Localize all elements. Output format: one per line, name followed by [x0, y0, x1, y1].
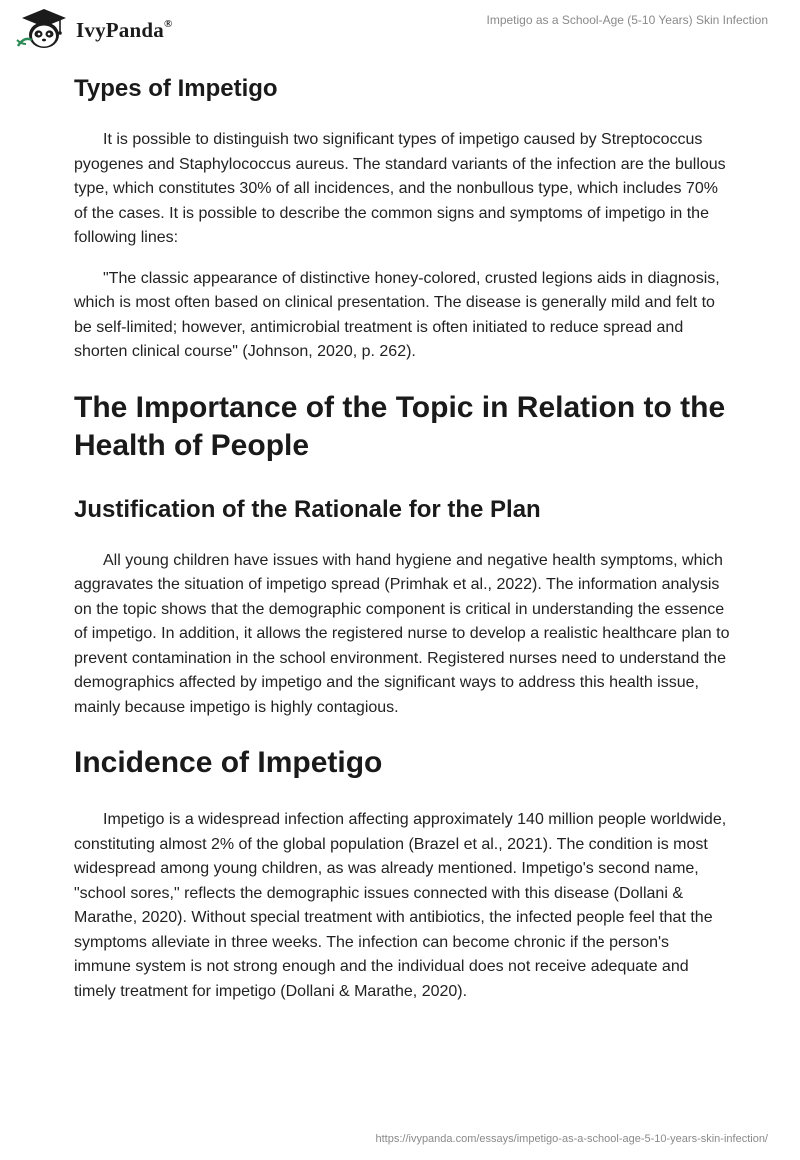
section-heading-incidence: Incidence of Impetigo [74, 746, 383, 779]
quote-paragraph: "The classic appearance of distinctive honey-colored, crusted legions aids in diagnosis, which is most often based on clinical presentation. The disease is generally mild and felt to be self-limited; however, antimicrobial treatment is often initiated to reduce spread and shorten clinical course" (Johnson, 2020, p. 262). [74, 269, 720, 360]
paragraph: Impetigo is a widespread infection affecting approximately 140 million people worldwide, constituting almost 2% of the global population (Brazel et al., 2021). The condition is most widespread among young children, as was already mentioned. Impetigo's second name, "school sores," reflects the demographic issues connected with this disease (Dollani & Marathe, 2020). Without special treatment with antibiotics, the infected people feel that the symptoms alleviate in three weeks. The infection can become chronic if the person's immune system is not strong enough and the individual does not receive adequate and timely treatment for impetigo (Dollani & Marathe, 2020). [74, 811, 727, 1000]
brand-logo[interactable] [14, 8, 172, 52]
section-heading-types: Types of Impetigo [74, 75, 278, 102]
panda-graduation-cap-icon [14, 6, 72, 55]
source-url[interactable]: https://ivypanda.com/essays/impetigo-as-a-school-age-5-10-years-skin-infection/ [375, 1133, 768, 1145]
paragraph: All young children have issues with hand hygiene and negative health symptoms, which aggravates the situation of impetigo spread (Primhak et al., 2022). The information analysis on the topic shows that the demographic component is critical in understanding the essence of impetigo. In addition, it allows the registered nurse to develop a realistic healthcare plan to prevent contamination in the school environment. Registered nurses need to understand the demographics affected by impetigo and the significant ways to address this health issue, mainly because impetigo is highly contagious. [74, 551, 730, 716]
section-heading-justification: Justification of the Rationale for the Plan [74, 495, 541, 523]
section-heading-importance: The Importance of the Topic in Relation to the Health of People [74, 390, 726, 462]
article-body [74, 70, 730, 1004]
page-header [0, 0, 800, 62]
brand-name: IvyPanda® [76, 17, 173, 42]
document-title: Impetigo as a School-Age (5-10 Years) Skin Infection [486, 13, 768, 27]
paragraph: It is possible to distinguish two significant types of impetigo caused by Streptococcus pyogenes and Staphylococcus aureus. The standard variants of the infection are the bullous type, which constitutes 30% of all incidences, and the nonbullous type, which includes 70% of the cases. It is possible to describe the common signs and symptoms of impetigo in the following lines: [74, 131, 726, 246]
